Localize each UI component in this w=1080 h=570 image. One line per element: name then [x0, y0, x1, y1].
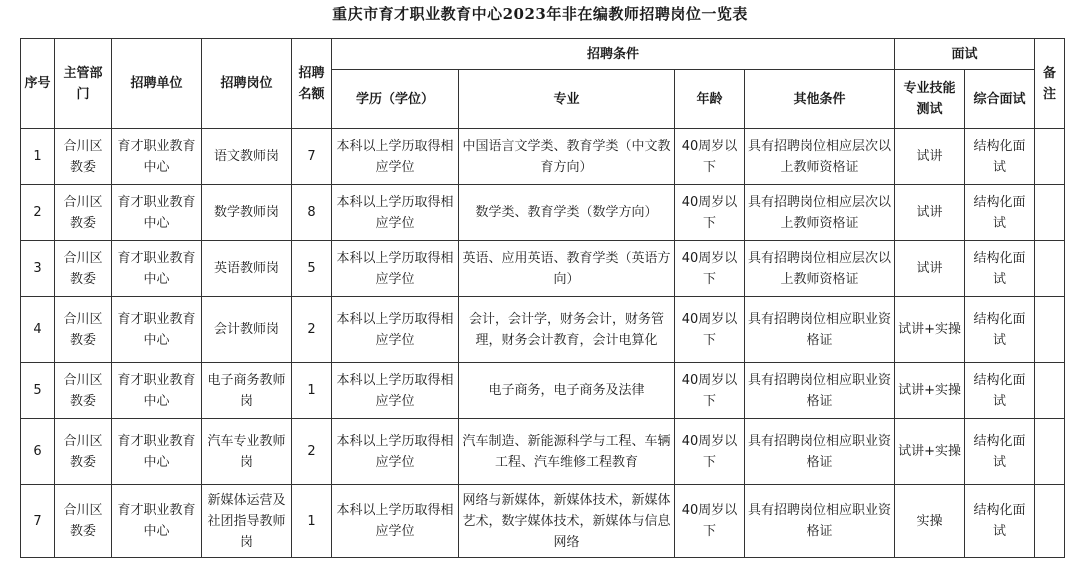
cell-seq: 1: [21, 129, 55, 185]
cell-comp: 结构化面试: [965, 363, 1035, 419]
cell-edu: 本科以上学历取得相应学位: [332, 297, 459, 363]
cell-seq: 7: [21, 485, 55, 558]
header-comp-interview: 综合面试: [965, 70, 1035, 129]
cell-count: 2: [292, 419, 332, 485]
cell-other: 具有招聘岗位相应层次以上教师资格证: [745, 185, 895, 241]
header-major: 专业: [459, 70, 675, 129]
cell-age: 40周岁以下: [675, 485, 745, 558]
cell-post: 会计教师岗: [202, 297, 292, 363]
header-dept: 主管部门: [55, 39, 112, 129]
cell-unit: 育才职业教育中心: [112, 241, 202, 297]
header-unit: 招聘单位: [112, 39, 202, 129]
cell-post: 数学教师岗: [202, 185, 292, 241]
cell-other: 具有招聘岗位相应层次以上教师资格证: [745, 241, 895, 297]
cell-age: 40周岁以下: [675, 241, 745, 297]
cell-comp: 结构化面试: [965, 185, 1035, 241]
header-skill-test: 专业技能测试: [895, 70, 965, 129]
cell-dept: 合川区教委: [55, 363, 112, 419]
header-interview: 面试: [895, 39, 1035, 70]
cell-count: 7: [292, 129, 332, 185]
cell-post: 语文教师岗: [202, 129, 292, 185]
cell-other: 具有招聘岗位相应职业资格证: [745, 419, 895, 485]
cell-comp: 结构化面试: [965, 129, 1035, 185]
cell-count: 5: [292, 241, 332, 297]
cell-edu: 本科以上学历取得相应学位: [332, 185, 459, 241]
cell-skill: 试讲: [895, 241, 965, 297]
table-row: [21, 363, 1065, 419]
cell-seq: 4: [21, 297, 55, 363]
cell-dept: 合川区教委: [55, 129, 112, 185]
cell-unit: 育才职业教育中心: [112, 485, 202, 558]
cell-major: 会计，会计学，财务会计，财务管理，财务会计教育，会计电算化: [459, 297, 675, 363]
cell-age: 40周岁以下: [675, 419, 745, 485]
header-count: 招聘名额: [292, 39, 332, 129]
cell-remark: [1035, 297, 1065, 363]
cell-remark: [1035, 241, 1065, 297]
header-seq: 序号: [21, 39, 55, 129]
cell-count: 2: [292, 297, 332, 363]
cell-edu: 本科以上学历取得相应学位: [332, 241, 459, 297]
cell-post: 电子商务教师岗: [202, 363, 292, 419]
cell-other: 具有招聘岗位相应层次以上教师资格证: [745, 129, 895, 185]
cell-count: 1: [292, 485, 332, 558]
cell-remark: [1035, 419, 1065, 485]
cell-post: 新媒体运营及社团指导教师岗: [202, 485, 292, 558]
cell-seq: 5: [21, 363, 55, 419]
cell-dept: 合川区教委: [55, 185, 112, 241]
cell-major: 中国语言文学类、教育学类（中文教育方向）: [459, 129, 675, 185]
cell-skill: 试讲: [895, 185, 965, 241]
cell-comp: 结构化面试: [965, 297, 1035, 363]
header-edu: 学历（学位）: [332, 70, 459, 129]
cell-unit: 育才职业教育中心: [112, 297, 202, 363]
header-remark: 备注: [1035, 39, 1065, 129]
cell-age: 40周岁以下: [675, 129, 745, 185]
cell-other: 具有招聘岗位相应职业资格证: [745, 485, 895, 558]
cell-seq: 2: [21, 185, 55, 241]
cell-count: 8: [292, 185, 332, 241]
cell-dept: 合川区教委: [55, 241, 112, 297]
cell-unit: 育才职业教育中心: [112, 419, 202, 485]
cell-age: 40周岁以下: [675, 297, 745, 363]
header-post: 招聘岗位: [202, 39, 292, 129]
table-row: [21, 129, 1065, 185]
cell-comp: 结构化面试: [965, 485, 1035, 558]
table-row: [21, 297, 1065, 363]
cell-unit: 育才职业教育中心: [112, 185, 202, 241]
cell-skill: 试讲+实操: [895, 419, 965, 485]
cell-major: 数学类、教育学类（数学方向）: [459, 185, 675, 241]
cell-count: 1: [292, 363, 332, 419]
cell-edu: 本科以上学历取得相应学位: [332, 419, 459, 485]
cell-post: 汽车专业教师岗: [202, 419, 292, 485]
cell-other: 具有招聘岗位相应职业资格证: [745, 297, 895, 363]
cell-major: 汽车制造、新能源科学与工程、车辆工程、汽车维修工程教育: [459, 419, 675, 485]
table-row: [21, 485, 1065, 558]
cell-edu: 本科以上学历取得相应学位: [332, 129, 459, 185]
cell-edu: 本科以上学历取得相应学位: [332, 363, 459, 419]
cell-comp: 结构化面试: [965, 241, 1035, 297]
cell-remark: [1035, 485, 1065, 558]
cell-skill: 试讲+实操: [895, 363, 965, 419]
cell-age: 40周岁以下: [675, 185, 745, 241]
cell-seq: 6: [21, 419, 55, 485]
recruitment-table: [20, 38, 1065, 558]
cell-other: 具有招聘岗位相应职业资格证: [745, 363, 895, 419]
cell-dept: 合川区教委: [55, 485, 112, 558]
table-row: [21, 241, 1065, 297]
cell-major: 电子商务，电子商务及法律: [459, 363, 675, 419]
table-row: [21, 185, 1065, 241]
cell-remark: [1035, 363, 1065, 419]
cell-remark: [1035, 185, 1065, 241]
cell-skill: 实操: [895, 485, 965, 558]
cell-unit: 育才职业教育中心: [112, 363, 202, 419]
page-title: 重庆市育才职业教育中心2023年非在编教师招聘岗位一览表: [332, 5, 748, 23]
cell-age: 40周岁以下: [675, 363, 745, 419]
header-conditions: 招聘条件: [332, 39, 895, 70]
cell-edu: 本科以上学历取得相应学位: [332, 485, 459, 558]
header-age: 年龄: [675, 70, 745, 129]
cell-seq: 3: [21, 241, 55, 297]
cell-comp: 结构化面试: [965, 419, 1035, 485]
cell-skill: 试讲: [895, 129, 965, 185]
cell-major: 网络与新媒体，新媒体技术，新媒体艺术，数字媒体技术，新媒体与信息网络: [459, 485, 675, 558]
header-other: 其他条件: [745, 70, 895, 129]
cell-dept: 合川区教委: [55, 297, 112, 363]
cell-major: 英语、应用英语、教育学类（英语方向）: [459, 241, 675, 297]
cell-skill: 试讲+实操: [895, 297, 965, 363]
cell-post: 英语教师岗: [202, 241, 292, 297]
cell-remark: [1035, 129, 1065, 185]
cell-dept: 合川区教委: [55, 419, 112, 485]
cell-unit: 育才职业教育中心: [112, 129, 202, 185]
table-row: [21, 419, 1065, 485]
